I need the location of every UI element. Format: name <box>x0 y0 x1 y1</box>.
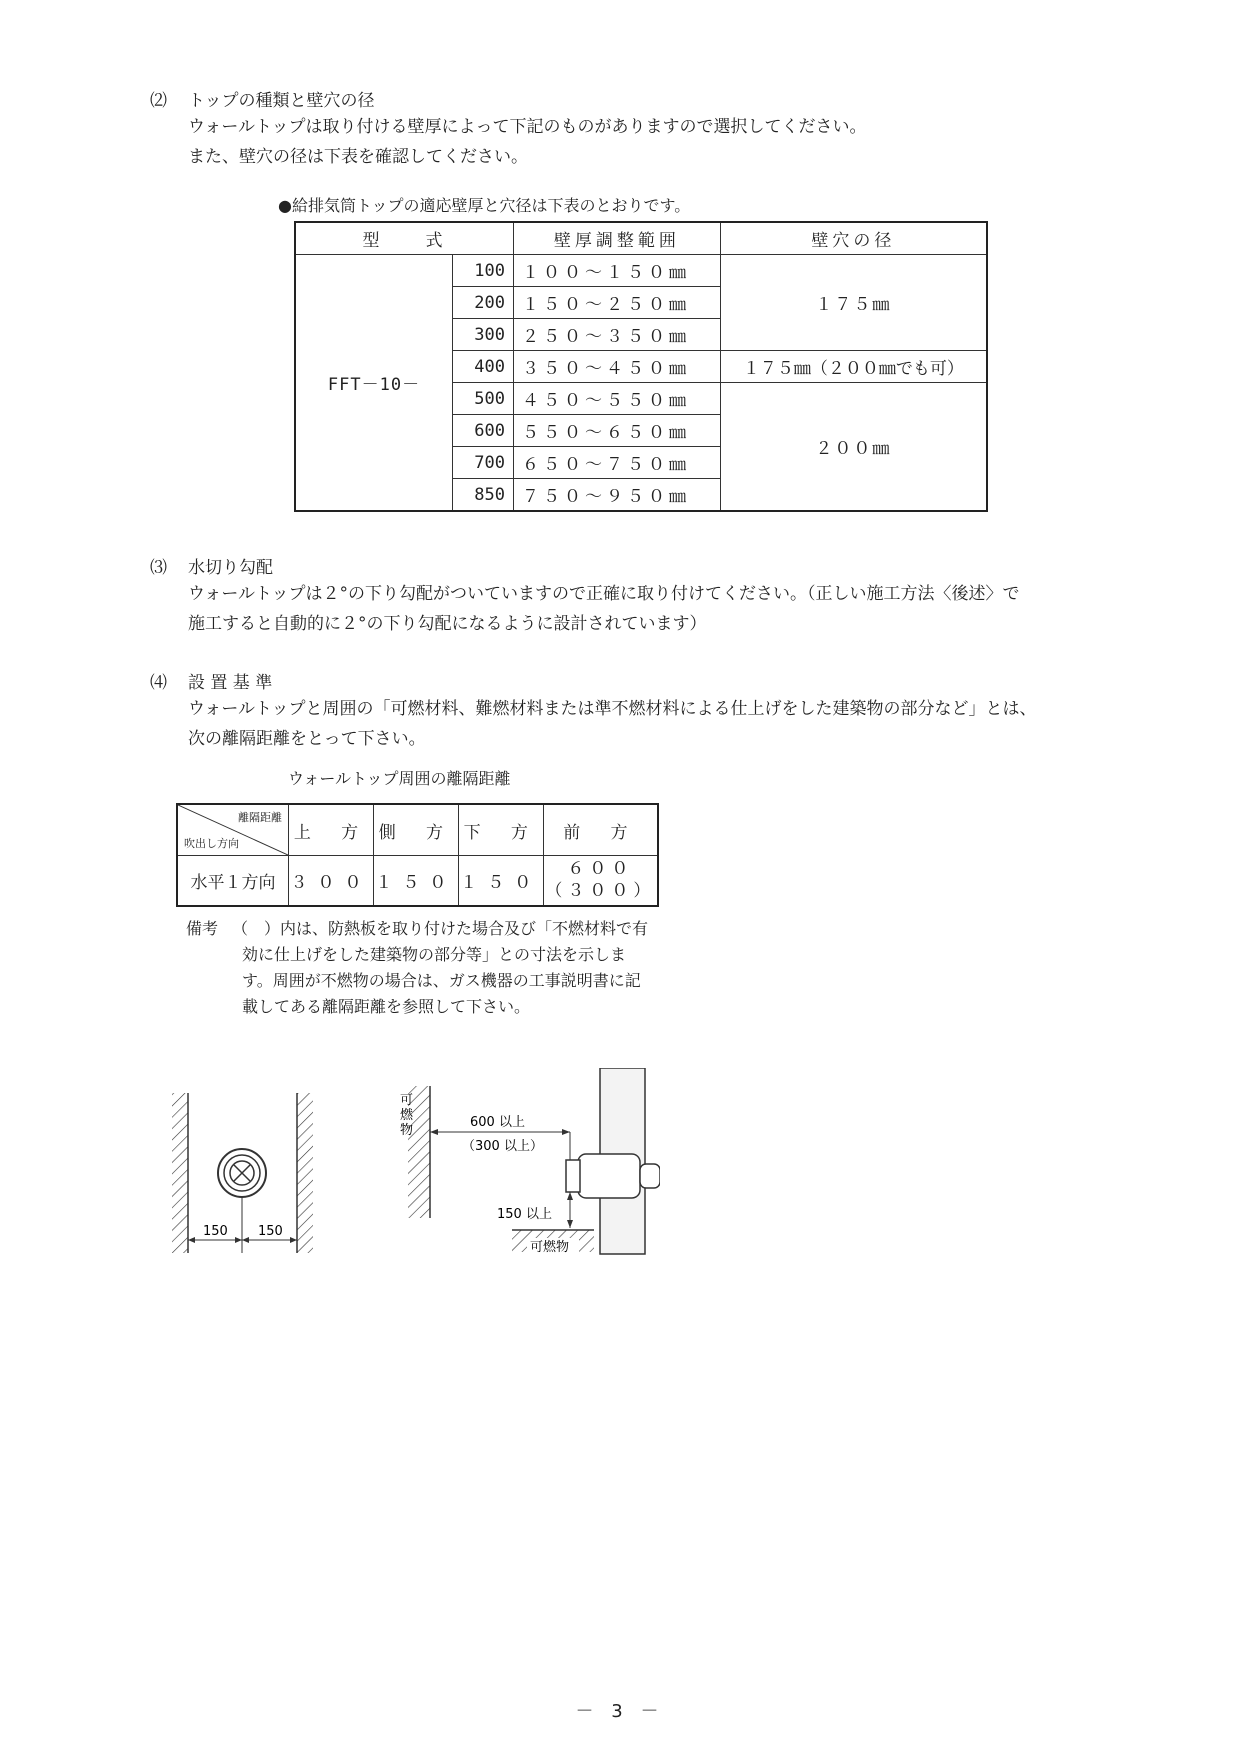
section2-body <box>188 112 866 172</box>
table-row <box>177 856 658 906</box>
right-wall-hatch <box>297 1093 313 1253</box>
table2-value-side: １５０ <box>373 856 458 906</box>
front-distance: 600 以上 <box>470 1115 525 1130</box>
front-view-figure <box>170 1085 330 1260</box>
table1-header-row <box>295 222 987 255</box>
section2-number: ⑵ <box>150 91 167 111</box>
section3-heading <box>150 553 273 578</box>
table2-header-down: 下 方 <box>458 804 543 856</box>
table1-caption: ●給排気筒トップの適応壁厚と穴径は下表のとおりです。 <box>278 196 691 215</box>
table2-corner-cell <box>177 804 289 856</box>
table2-caption: ウォールトップ周囲の離隔距離 <box>288 769 511 788</box>
table-row <box>295 255 987 287</box>
table1-code: 500 <box>453 383 514 415</box>
table1-range: ５５０～６５０㎜ <box>514 415 721 447</box>
section2-title: トップの種類と壁穴の径 <box>188 91 375 111</box>
floor-label: 可燃物 <box>530 1240 570 1255</box>
table2-header-up: 上 方 <box>289 804 374 856</box>
table1-diameter: １７５㎜（２００㎜でも可） <box>720 351 987 383</box>
table2-value-front-alt: （３００） <box>545 881 656 902</box>
page-number: － 3 － <box>575 1701 665 1722</box>
table1-diameter: １７５㎜ <box>720 255 987 351</box>
table1-range: ２５０～３５０㎜ <box>514 319 721 351</box>
table1-range: ４５０～５５０㎜ <box>514 383 721 415</box>
right-wall-label-2: 燃 <box>400 1108 414 1123</box>
table1-code: 100 <box>453 255 514 287</box>
table1-header-diameter: 壁穴の径 <box>720 222 987 255</box>
section2-line-1: ウォールトップは取り付ける壁厚によって下記のものがありますので選択してください。 <box>188 117 867 137</box>
note-line-2: 効に仕上げをした建築物の部分等」との寸法を示しま <box>242 945 627 964</box>
section3-body <box>188 579 1019 639</box>
note-line-3: す。周囲が不燃物の場合は、ガス機器の工事説明書に記 <box>242 971 641 990</box>
wall-thickness-table <box>294 221 988 512</box>
note-line-1: （ ）内は、防熱板を取り付けた場合及び「不燃材料で有 <box>232 919 649 938</box>
left-dim-a: 150 <box>203 1224 228 1239</box>
table1-range: １５０～２５０㎜ <box>514 287 721 319</box>
table1-code: 200 <box>453 287 514 319</box>
table1-model-prefix: FFT－10－ <box>295 255 453 512</box>
section2-heading <box>150 86 375 111</box>
table2-header-front: 前 方 <box>543 804 658 856</box>
table2-header-row <box>177 804 658 856</box>
wall-top-side-icon <box>566 1154 660 1198</box>
table1-range: ７５０～９５０㎜ <box>514 479 721 512</box>
side-view-figure <box>400 1068 660 1258</box>
table1-code: 300 <box>453 319 514 351</box>
below-distance: 150 以上 <box>497 1207 552 1222</box>
section3-title: 水切り勾配 <box>188 558 273 578</box>
section4-line-2: 次の離隔距離をとって下さい。 <box>188 729 426 749</box>
table1-header-model: 型 式 <box>295 222 514 255</box>
right-wall-label-3: 物 <box>400 1123 414 1138</box>
section3-line-2: 施工すると自動的に２°の下り勾配になるように設計されています） <box>188 614 707 634</box>
table2-row-label: 水平１方向 <box>177 856 289 906</box>
right-wall-label-1: 可 <box>400 1093 414 1108</box>
wall-top-icon <box>218 1149 266 1197</box>
table1-range: ６５０～７５０㎜ <box>514 447 721 479</box>
note-body <box>232 916 648 1020</box>
note-label: 備考 <box>186 919 219 938</box>
section3-line-1: ウォールトップは２°の下り勾配がついていますので正確に取り付けてください。（正しい施工方法〈後述〉で <box>188 584 1020 604</box>
table2-corner-bottom: 吹出し方向 <box>184 837 239 850</box>
table1-code: 700 <box>453 447 514 479</box>
clearance-table <box>176 803 659 907</box>
section3-number: ⑶ <box>150 558 167 578</box>
section4-number: ⑷ <box>150 673 167 693</box>
table1-diameter: ２００㎜ <box>720 383 987 512</box>
table2-corner-top: 離隔距離 <box>238 811 282 824</box>
table2-value-down: １５０ <box>458 856 543 906</box>
section4-line-1: ウォールトップと周囲の「可燃材料、難燃材料または準不燃材料による仕上げをした建築物の部分など」とは、 <box>188 699 1037 719</box>
table1-header-range: 壁厚調整範囲 <box>514 222 721 255</box>
table2-header-side: 側 方 <box>373 804 458 856</box>
table1-code: 400 <box>453 351 514 383</box>
section4-title: 設 置 基 準 <box>188 673 273 693</box>
section4-heading <box>150 668 272 693</box>
section4-body <box>188 694 1036 754</box>
left-wall-hatch <box>172 1093 188 1253</box>
table1-code: 600 <box>453 415 514 447</box>
left-dim-b: 150 <box>258 1224 283 1239</box>
table2-value-front-cell <box>543 856 658 906</box>
table1-range: ３５０～４５０㎜ <box>514 351 721 383</box>
front-distance-alt: （300 以上） <box>462 1139 543 1154</box>
note-line-4: 載してある離隔距離を参照して下さい。 <box>242 997 531 1016</box>
table1-code: 850 <box>453 479 514 512</box>
section2-line-2: また、壁穴の径は下表を確認してください。 <box>188 147 528 167</box>
table2-value-front: ６００ <box>567 859 634 880</box>
table2-value-up: ３００ <box>289 856 374 906</box>
table1-range: １００～１５０㎜ <box>514 255 721 287</box>
